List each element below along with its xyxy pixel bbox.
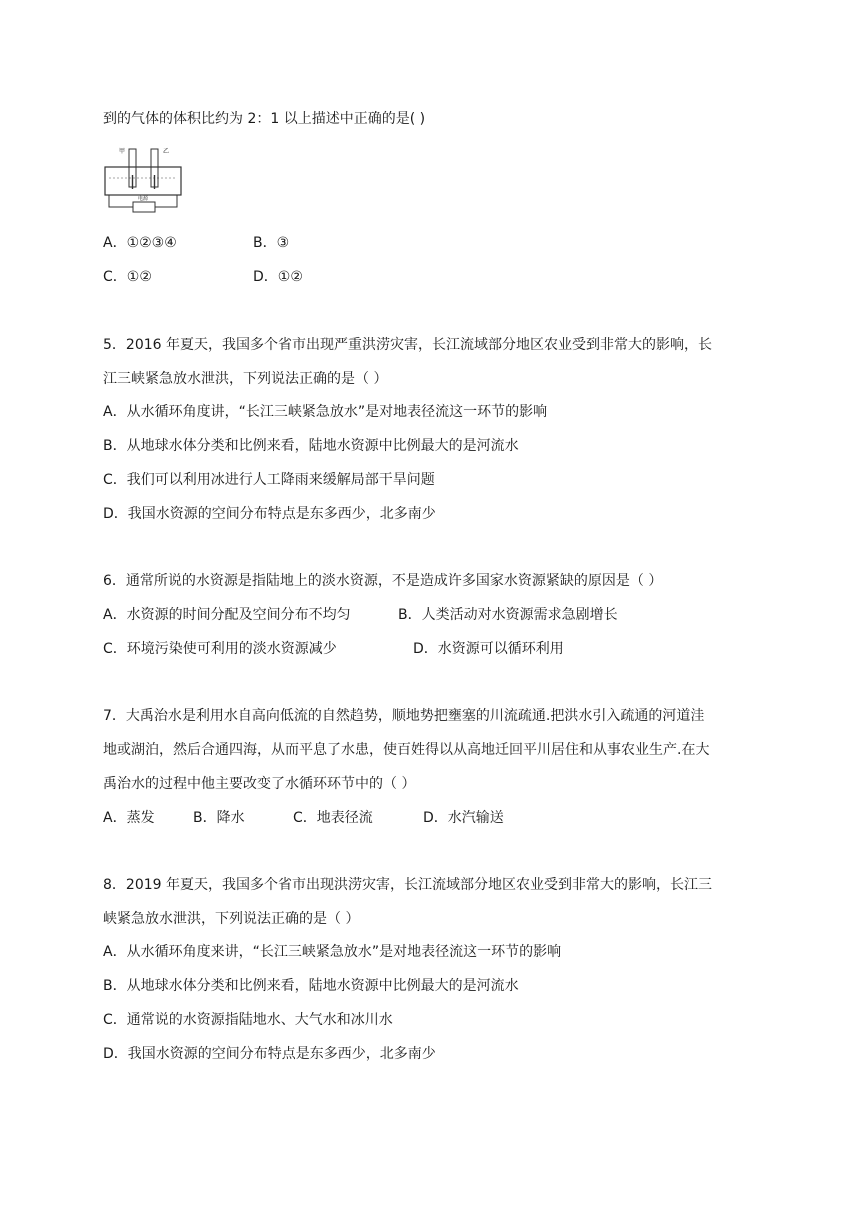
q6-option-c: C．环境污染使可利用的淡水资源减少 <box>103 641 337 657</box>
q4-option-c: C．①② <box>103 269 152 285</box>
q5-option-a: A．从水循环角度讲，“长江三峡紧急放水”是对地表径流这一环节的影响 <box>103 404 548 420</box>
q7-option-b: B．降水 <box>193 810 245 826</box>
q5-stem-line1: 5．2016 年夏天，我国多个省市出现严重洪涝灾害，长江流域部分地区农业受到非常大的影响，长 <box>103 337 712 353</box>
q4-option-d: D．①② <box>253 269 303 285</box>
q4-option-a: A．①②③④ <box>103 235 177 251</box>
q5-stem-line2: 江三峡紧急放水泄洪，下列说法正确的是（ ） <box>103 371 388 387</box>
q4-option-b: B．③ <box>253 235 290 251</box>
q8-option-b: B．从地球水体分类和比例来看，陆地水资源中比例最大的是河流水 <box>103 978 519 994</box>
q7-stem-line3: 禹治水的过程中他主要改变了水循环环节中的（ ） <box>103 776 416 792</box>
q6-stem: 6．通常所说的水资源是指陆地上的淡水资源，不是造成许多国家水资源紧缺的原因是（ ） <box>103 573 663 589</box>
q7-option-a: A．蒸发 <box>103 810 155 826</box>
q8-option-d: D．我国水资源的空间分布特点是东多西少，北多南少 <box>103 1046 436 1062</box>
q5-option-b: B．从地球水体分类和比例来看，陆地水资源中比例最大的是河流水 <box>103 438 519 454</box>
q7-option-c: C．地表径流 <box>293 810 373 826</box>
q6-option-a: A．水资源的时间分配及空间分布不均匀 <box>103 607 351 623</box>
q6-option-b: B．人类活动对水资源需求急剧增长 <box>398 607 618 623</box>
wire-right <box>155 195 177 207</box>
electrolysis-apparatus-figure <box>103 145 183 217</box>
q5-option-d: D．我国水资源的空间分布特点是东多西少，北多南少 <box>103 506 436 522</box>
q4-stem-tail: 到的气体的体积比约为 2：1 以上描述中正确的是( ) <box>103 111 426 127</box>
q8-option-c: C．通常说的水资源指陆地水、大气水和冰川水 <box>103 1012 393 1028</box>
q8-stem-line1: 8．2019 年夏天，我国多个省市出现洪涝灾害，长江流域部分地区农业受到非常大的影响，长江三 <box>103 877 712 893</box>
label-left: 甲 <box>119 148 126 155</box>
q7-stem-line1: 7．大禹治水是利用水自高向低流的自然趋势，顺地势把壅塞的川流疏通.把洪水引入疏通的河道洼 <box>103 708 705 724</box>
label-right: 乙 <box>163 148 170 155</box>
q7-stem-line2: 地或湖泊，然后合通四海，从而平息了水患，使百姓得以从高地迁回平川居住和从事农业生产.在大 <box>103 742 710 758</box>
q8-stem-line2: 峡紧急放水泄洪，下列说法正确的是（ ） <box>103 911 360 927</box>
water-trough <box>105 167 181 195</box>
label-power: 电源 <box>138 196 149 202</box>
power-source <box>133 202 155 212</box>
q8-option-a: A．从水循环角度来讲，“长江三峡紧急放水”是对地表径流这一环节的影响 <box>103 944 562 960</box>
wire-left <box>109 195 133 207</box>
q5-option-c: C．我们可以利用冰进行人工降雨来缓解局部干旱问题 <box>103 472 435 488</box>
q6-option-d: D．水资源可以循环利用 <box>413 641 564 657</box>
q7-option-d: D．水汽输送 <box>423 810 504 826</box>
